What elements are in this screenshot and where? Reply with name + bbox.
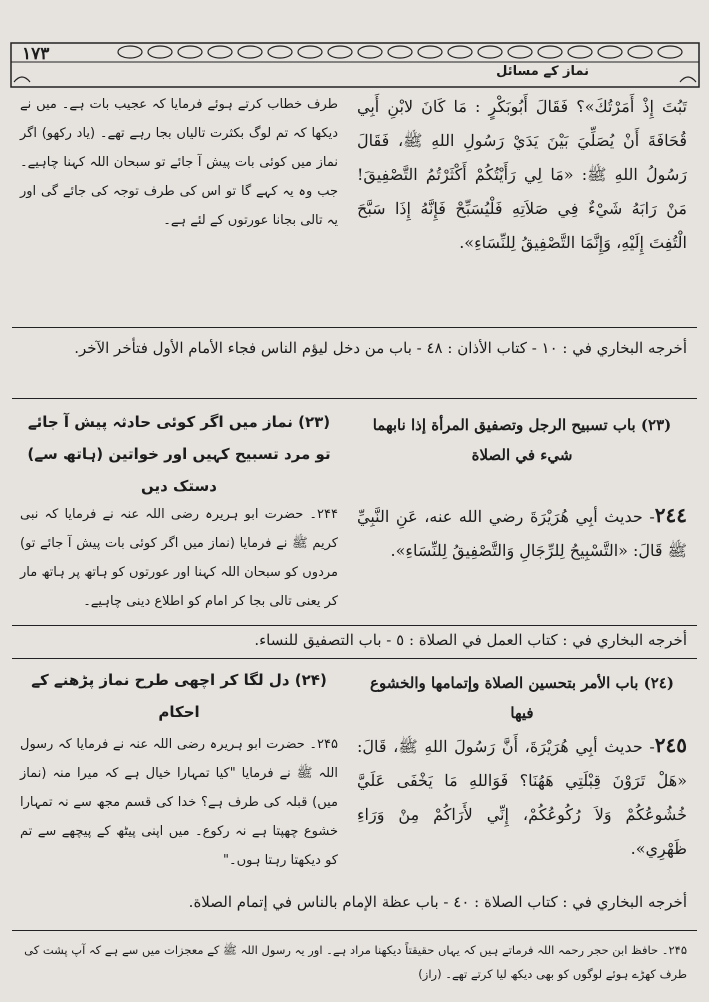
ornamental-header-border	[10, 42, 700, 88]
hadith-244-urdu: ۲۴۴۔ حضرت ابو ہریرہ رضی اللہ عنہ نے فرمایا کہ نبی کریم ﷺ نے فرمایا (نماز میں اگر کوئی بات پیش آ جائے تو) مردوں کو سبحان اللہ کہنا اور عورتوں کو ہاتھ پر ہاتھ مار کر یعنی تالی بجا کر امام کو اطلاع دینی چاہیے۔	[20, 507, 338, 609]
divider	[12, 327, 697, 328]
hadith-number: ٢٤٤	[654, 503, 687, 527]
urdu-translation-continuation: طرف خطاب کرتے ہوئے فرمایا کہ عجیب بات ہے۔ میں نے دیکھا کہ تم لوگ بکثرت تالیاں بجا رہے تھے۔ (یاد رکھو) اگر نماز میں کوئی بات پیش آ جائے تو سبحان اللہ کہنا چاہیے۔ جب وہ یہ کہے گا تو اس کی طرف توجہ کی جائے گی اور یہ تالی بجانا عورتوں کے لئے ہے۔	[20, 97, 338, 228]
hadith-244-text: - حديث أبِي هُرَيْرَةَ رضي الله عنه، عَنِ النَّبِيِّ ﷺ قَالَ: «التَّسْبِيحُ لِلرِّجَالِ وَالتَّصْفِيقُ لِلنِّسَاءِ».	[357, 507, 687, 560]
hadith-245-urdu: ۲۴۵۔ حضرت ابو ہریرہ رضی اللہ عنہ نے فرمایا کہ رسول اللہ ﷺ نے فرمایا "کیا تمہارا خیال ہے کہ میرا منہ (نماز میں) قبلہ کی طرف ہے؟ خدا کی قسم مجھ سے نہ تمہارا خشوع چھپتا ہے نہ رکوع۔ میں اپنی پیٹھ کے پیچھے سے تم کو دیکھتا رہتا ہوں۔"	[20, 737, 338, 868]
arabic-text-continuation: تَبُتَ إِذْ أَمَرْتُكَ»؟ فَقَالَ أَبُوبَكْرٍ : مَا كَانَ لابْنِ أَبِي قُحَافَةَ أَنْ يُصَلِّيَ بَيْنَ يَدَيْ رَسُولِ اللهِ ﷺ، فَقَالَ رَسُولُ اللهِ ﷺ: «مَا لِي رَأَيْتُكُمْ أَكْثَرْتُمُ التَّصْفِيقَ! مَنْ رَابَهُ شَيْءٌ فِي صَلاَتِهِ فَلْيُسَبِّحْ فَإِنَّهُ إِذَا سَبَّحَ الْتُفِتَ إِلَيْهِ، وَإِنَّمَا التَّصْفِيقُ لِلنِّسَاءِ».	[357, 97, 687, 252]
urdu-heading-23: (۲۳) نماز میں اگر کوئی حادثہ پیش آ جائے تو مرد تسبیح کہیں اور خواتین (ہاتھ سے) دستک دیں	[27, 413, 331, 495]
hadith-244-arabic	[357, 498, 687, 622]
bab-heading-24: (٢٤) باب الأمر بتحسين الصلاة وإتمامها والخشوع فيها	[370, 674, 674, 722]
hadith-number: ٢٤٥	[654, 733, 687, 757]
urdu-heading-24: (۲۴) دل لگا کر اچھی طرح نماز پڑھنے کے احکام	[31, 671, 327, 721]
page-number: ١٧٣	[22, 44, 50, 64]
bukhari-reference-3: أخرجه البخاري في : كتاب الصلاة : ٤٠ - باب عظة الإمام بالناس في إتمام الصلاة.	[188, 893, 687, 911]
footnote: ۲۴۵۔ حافظ ابن حجر رحمہ اللہ فرماتے ہیں کہ یہاں حقیقتاً دیکھنا مراد ہے۔ اور یہ رسول اللہ ﷺ کے معجزات میں سے ہے کہ آپ پشت کی طرف کھڑے ہوئے لوگوں کو بھی دیکھ لیا کرتے تھے۔ (راز)	[24, 943, 687, 981]
bukhari-reference-1: أخرجه البخاري في : ١٠ - كتاب الأذان : ٤٨ - باب من دخل ليؤم الناس فجاء الأمام الأول فتأخر الآخر.	[74, 339, 687, 357]
bukhari-reference-2: أخرجه البخاري في : كتاب العمل في الصلاة : ٥ - باب التصفيق للنساء.	[254, 631, 687, 649]
divider	[12, 658, 697, 659]
running-title: نماز کے مسائل	[496, 64, 589, 79]
hadith-245-arabic	[357, 728, 687, 888]
divider	[12, 398, 697, 399]
bab-heading-23: (٢٣) باب تسبيح الرجل وتصفيق المرأة إذا نابهما شيء في الصلاة	[372, 416, 672, 464]
hadith-245-text: - حديث أبِي هُرَيْرَةَ، أَنَّ رَسُولَ اللهِ ﷺ، قَالَ: «هَلْ تَرَوْنَ قِبْلَتِي هَهُنَا؟ فَوَاللهِ مَا يَخْفَى عَلَيَّ خُشُوعُكُمْ وَلاَ رُكُوعُكُمْ، إِنِّي لأَرَاكُمْ مِنْ وَرَاءِ ظَهْرِي».	[357, 737, 687, 858]
footnote-divider	[12, 930, 697, 931]
